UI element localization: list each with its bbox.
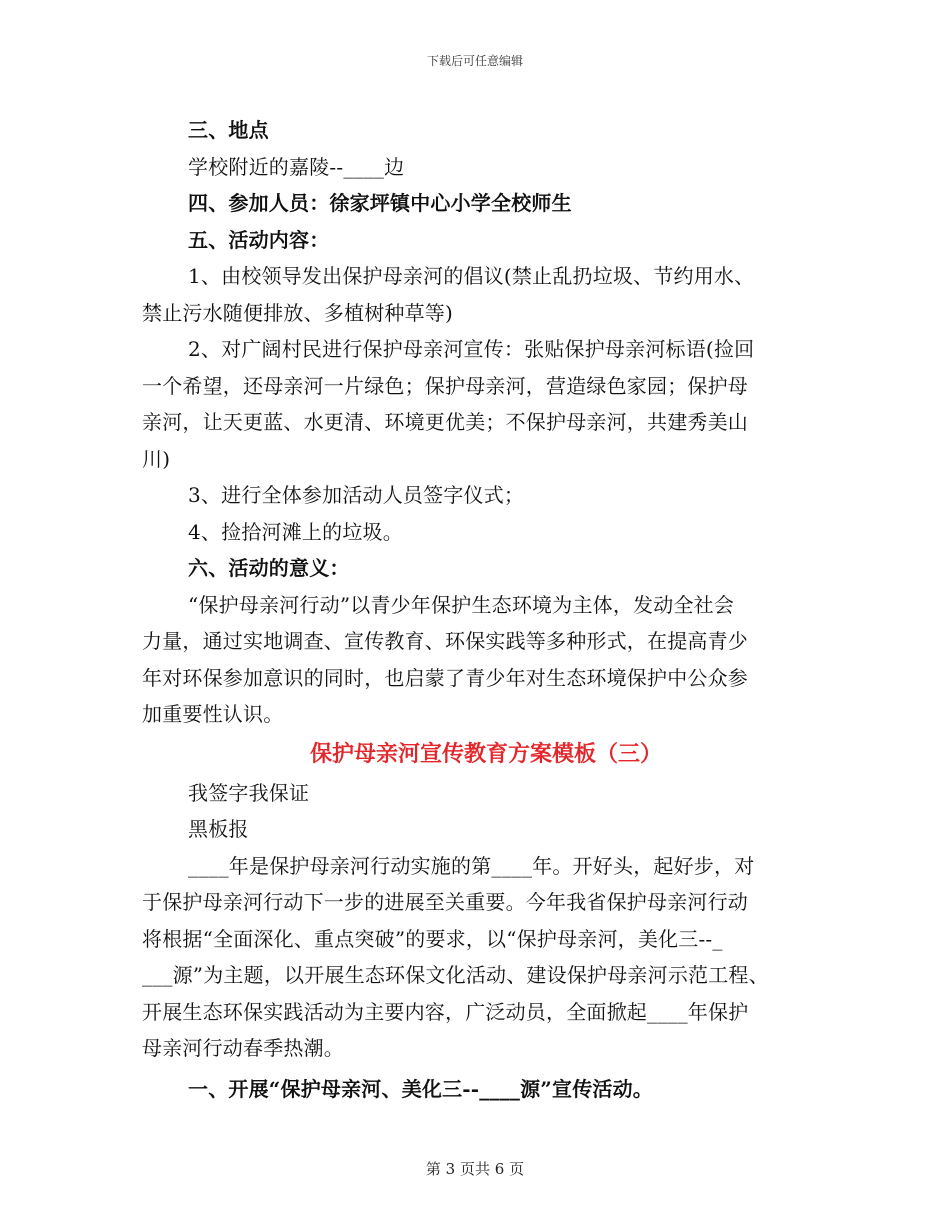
paragraph-line: 加重要性认识。 xyxy=(142,702,284,726)
paragraph-line: 川) xyxy=(142,446,171,471)
document-body xyxy=(142,112,814,1107)
paragraph-line: 4、捡拾河滩上的垃圾。 xyxy=(188,519,403,544)
paragraph-line: ____年是保护母亲河行动实施的第____年。开好头，起好步，对 xyxy=(188,853,755,878)
section-heading-publicity: 一、开展“保护母亲河、美化三--____源”宣传活动。 xyxy=(188,1076,654,1101)
document-title: 保护母亲河宣传教育方案模板（三） xyxy=(309,740,662,767)
paragraph-line: 禁止污水随便排放、多植树种草等) xyxy=(142,300,454,325)
paragraph-line: “保护母亲河行动”以青少年保护生态环境为主体，发动全社会 xyxy=(188,592,735,617)
paragraph-line: ___源”为主题，以开展生态环保文化活动、建设保护母亲河示范工程、 xyxy=(142,963,769,987)
paragraph-line: 亲河，让天更蓝、水更清、环境更优美；不保护母亲河，共建秀美山 xyxy=(142,410,748,434)
paragraph-line: 3、进行全体参加活动人员签字仪式； xyxy=(188,483,525,507)
paragraph-line: 1、由校领导发出保护母亲河的倡议(禁止乱扔垃圾、节约用水、 xyxy=(188,264,755,288)
paragraph-line: 力量，通过实地调查、宣传教育、环保实践等多种形式，在提高青少 xyxy=(142,629,748,653)
paragraph-line: 年对环保参加意识的同时，也启蒙了青少年对生态环境保护中公众参 xyxy=(142,665,748,690)
section-heading-participants: 四、参加人员：徐家坪镇中心小学全校师生 xyxy=(188,191,572,215)
page-footer: 第 3 页共 6 页 xyxy=(425,1160,525,1178)
paragraph-line: 母亲河行动春季热潮。 xyxy=(142,1036,344,1060)
paragraph-line: 2、对广阔村民进行保护母亲河宣传：张贴保护母亲河标语(捡回 xyxy=(188,337,755,361)
page-header: 下载后可任意编辑 xyxy=(426,54,523,68)
paragraph-line: 学校附近的嘉陵--____边 xyxy=(188,154,405,179)
paragraph-line: 将根据“全面深化、重点突破”的要求，以“保护母亲河，美化三--_ xyxy=(142,926,723,951)
section-heading-activity-content: 五、活动内容： xyxy=(188,227,330,252)
paragraph-line: 开展生态环保实践活动为主要内容，广泛动员，全面掀起____年保护 xyxy=(142,999,749,1024)
paragraph-line: 我签字我保证 xyxy=(188,780,310,805)
section-heading-significance: 六、活动的意义： xyxy=(188,556,350,580)
section-heading-location: 三、地点 xyxy=(188,118,269,142)
paragraph-line: 一个希望，还母亲河一片绿色；保护母亲河，营造绿色家园；保护母 xyxy=(142,373,748,398)
paragraph-line: 黑板报 xyxy=(188,817,249,841)
paragraph-line: 于保护母亲河行动下一步的进展至关重要。今年我省保护母亲河行动 xyxy=(142,890,748,914)
